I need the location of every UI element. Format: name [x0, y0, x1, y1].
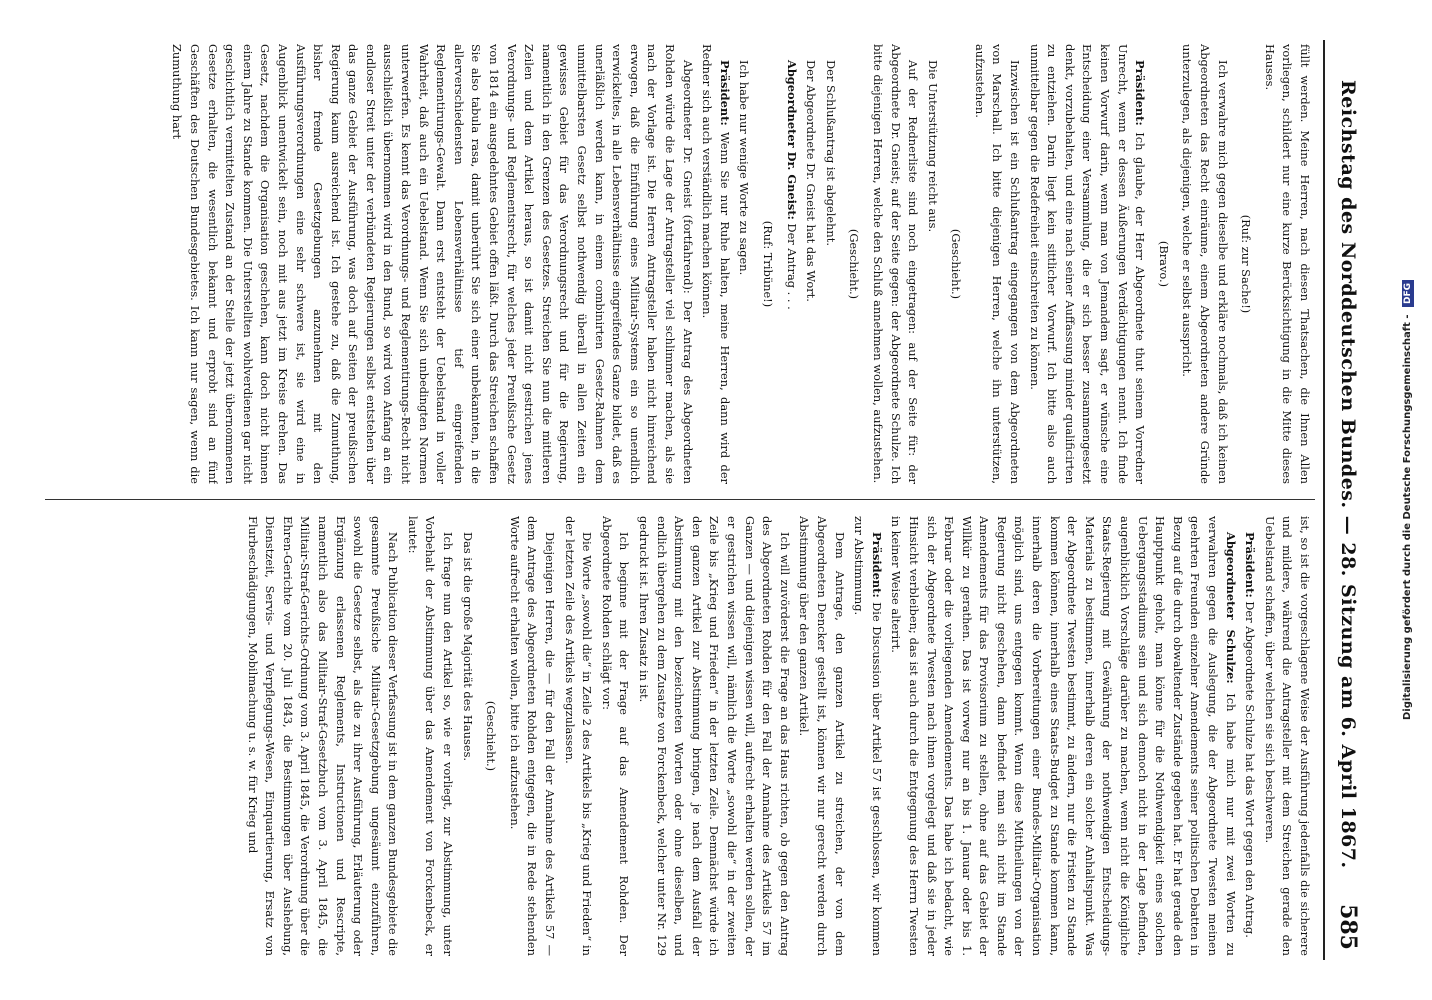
column-divider [45, 499, 1315, 500]
body-paragraph: Inzwischen ist ein Schlußantrag eingegangen von dem Abgeordneten von Marschall. Ich bitte diejenigen Herren, welche ihn unterstützen, aufzustehen. [972, 44, 1023, 484]
speech-text: Ich glaube, der Herr Abgeordnete thut seinem Vorredner Unrecht, wenn er dessen Äußerungen Verdächtigungen nennt. Ich finde keinen Vorwurf darin, wenn man von Jemandem sagt, er wünsche eine Entscheidung einer Versammlung, die er sich besser zusammengesetzt denkt, vorzubehalten, und eine nach seiner Auffassung minder qualificirten zu entziehen. Darin liegt kein sittlicher Vorwurf. Ich bitte also auch unmittelbar gegen die Redefreiheit einschreiten zu können. [1027, 44, 1148, 484]
page-number: 585 [1335, 904, 1361, 950]
body-paragraph: Abgeordneter Dr. Gneist (fortfahrend): Der Antrag des Abgeordneten Rohden würde die Lage der Antragsteller viel schlimmer machen, als sie nach der Vorlage ist. Die Herren Antragsteller haben nicht hinreichend erwogen, daß die Einführung eines Militair-Systems ein so unendlich verwickeltes, in alle Lebensverhältnisse eingreifendes Ganze bildet, daß es unerläßlich werden kann, in einem combinirten Gesetz-Rahmen dem unmittelbarsten Gesetz selbst nothwendig überall in allen Zeiten ein gewisses Gebiet für das Verordnungsrecht und für die Regierung, namentlich in den Grenzen des Gesetzes. Streichen Sie nun die mittleren Zeilen und dem Artikel heraus, so ist damit nicht gestrichen jenes Verordnungs- und Reglementsrecht, für welches jeder Preußische Gesetz von 1814 ein ausgedehntes Gebiet offen läßt. Durch das Streichen schaffen Sie also tabula rasa, damit unberührt Sie sich einer unbekannten, in die allerverschiedensten Lebensverhältnisse tief eingreifenden Reglementirungs-Gewalt. Dann erst entsteht der Uebelstand in voller Wahrheit, daß auch ein Uebelstand. Wenn Sie sich unbedingten Normen unterwerfen. Es kennt das Verordnungs- und Reglementirungs-Recht nicht ausschließlich übernommen wird in den Bund, so wird von Anfang an ein endloser Streit unter der verbündeten Regierungen selbst entstehen über das ganze Gebiet der Ausführung, was doch auf Seiten der preußischen Regierung kaum ausreichend ist. Ich gestehe zu, daß die Zumuthung, bisher fremde Gesetzgebungen anzunehmen mit den Ausführungsverordnungen eine sehr schwere ist, sie wird eine in Augenblick unentwickelt sein, noch mit aus jetzt im Kreise drehen. Das Gesetz, nachdem die Organisation geschehen, kann doch nicht binnen einem Jahre zu Stande kommen. Die Unterstellten wohlverdienen gar nicht geschichtlich vermittelten Zustand an der Stelle der jetzt übernommenen Gesetze erhalten, die wesentlich bekannt und erprobt sind an fünf Geschäften des Deutschen Bundesgebietes. Ich kann nur sagen, wenn die Zumuthung hart [170, 44, 695, 484]
left-column [43, 44, 1313, 484]
body-paragraph: Ich beginne mit der Frage auf das Amendement Rohden. Der Abgeordnete Rohden schlägt vor: [599, 516, 632, 956]
speech-text: Die Discussion über Artikel 57 ist geschlossen, wir kommen zur Abstimmung. [852, 516, 884, 956]
body-paragraph: Ich frage nun den Artikel so, wie er vorliegt, zur Abstimmung, unter Vorbehalt der Abstimmung über das Amendement von Forckenbeck, er lautet: [405, 516, 456, 956]
stage-direction: (Geschieht.) [847, 228, 862, 300]
speech-paragraph [850, 516, 885, 956]
speech-paragraph [698, 44, 733, 484]
speech-paragraph [782, 44, 800, 484]
stage-direction: (Ruf: zur Sache!) [1239, 214, 1254, 314]
body-paragraph: Die Unterstützung reicht aus. [925, 60, 940, 233]
body-paragraph: Dem Antrage, den ganzen Artikel zu streichen, der von dem Abgeordneten Dencker gestellt ist, können wir nur gerecht werden durch Abstimmung über den ganzen Artikel. [797, 516, 847, 956]
stage-direction: (Ruf: Tribüne!) [760, 220, 775, 308]
body-paragraph: Auf der Rednerliste sind noch eingetragen: auf der Seite für: der Abgeordnete Dr. Gneist; auf der Seite gegen: der Abgeordnete Schulze. Ich bitte diejenigen Herren, welche den Schluß annehmen wollen, aufzustehen. [870, 44, 921, 484]
body-paragraph: Der Schlußantrag ist abgelehnt. [823, 60, 838, 246]
running-header [1327, 40, 1367, 960]
body-paragraph: Ich habe nur wenige Worte zu sagen. [737, 60, 752, 276]
watermark-text: Digitalisierung gefördert durch die Deutsche Forschungsgemeinschaft - [1402, 314, 1413, 721]
speaker-name: Abgeordneter Dr. Gneist: [784, 60, 799, 220]
stage-direction: (Geschieht.) [949, 228, 964, 300]
body-paragraph: Ich will zuvörderst die Frage an das Haus richten, ob gegen den Antrag des Abgeordneten Rohden für den Fall der Annahme des Artikels 57 im Ganzen — und diejenigen wissen will, aufrecht erhalten werden sollen, der er gestrichen wissen will, nämlich die Worte „sowohl die“ in der zweiten Zeile bis „Krieg und Frieden“ in der letzten Zeile. Demnächst würde ich den ganzen Artikel zur Abstimmung bringen, je nach dem Ausfall der Abstimmung mit den bezeichneten Worten oder ohne dieselben, und endlich übergehen zu dem Zusatze von Forckenbeck, welcher unter Nr. 129 gedruckt ist. Ihren Zusatz in ist. [637, 516, 792, 956]
body-paragraph: ist, so ist die vorgeschlagene Weise der Ausführung jedenfalls die sicherere und mildere, während die Antragsteller mit dem Streichen gerade den Uebelstand schaffen, über welchen sie sich beschweren. [1262, 516, 1312, 956]
body-paragraph: füllt werden. Meine Herren, nach diesen Thatsachen, die Ihnen Allen vorliegen, schildert nur eine kurze Berücksichtigung in die Mitte dieses Hauses. [1262, 44, 1312, 484]
header-rule [1323, 40, 1325, 960]
dfg-logo: DFG [1402, 280, 1414, 307]
body-paragraph: Ich verwahre mich gegen dieselbe und erkläre nochmals, daß ich keinen Abgeordneten das Recht einräume, einem Abgeordneten andere Gründe unterzulegen, als diejenigen, welche er selbst ausspricht. [1180, 44, 1230, 484]
body-paragraph: Diejenigen Herren, die — für den Fall der Annahme des Artikels 57 — dem Antrage des Abgeordneten Rohden entgegen, die in Rede stehenden Worte aufrecht erhalten wollen, bitte ich aufzustehen. [507, 516, 558, 956]
stage-direction: (Geschieht.) [484, 700, 499, 772]
speech-paragraph [1025, 44, 1148, 484]
body-paragraph: Das ist die große Majorität des Hauses. [460, 532, 475, 762]
speech-text: Wenn Sie nur Ruhe halten, meine Herren, dann wird der Redner sich auch verständlich machen können. [700, 44, 732, 484]
body-paragraph: Die Worte „sowohl die“ in Zeile 2 des Artikels bis „Krieg und Frieden“ in der letzten Zeile des Artikels wegzulassen. [562, 516, 595, 956]
speech-text: Ich habe mich nur mit zwei Worten zu verwahren gegen die Auslegung, die der Abgeordnete Twesten meinen geehrten Freunden einzelner Amendements seiner politischen Debatten in Bezug auf die durch obwaltender Zustände gegeben hat. Er hat gerade den Hauptpunkt geholt, man könne für die Nothwendigkeit eines solchen Uebergangsstadiums sein und sich dennoch nicht in der Lage befinden, augenblicklich Vorschläge darüber zu machen, wenn nicht die Königliche Staats-Regierung mit Gewährung der nothwendigen Entscheidungs-Materials zu bestimmen, innerhalb deren ein solcher Anhaltspunkt. Was der Abgeordnete Twesten bestimmt, zu ändern, nur die Fristen zu Stande kommen können, innerhalb eines Staats-Budget zu Stande kommen kann, innerhalb deren die Vorbereitungen einer Bundes-Militair-Organisation möglich sind, uns entgegen kommt. Wenn diese Mittheilungen von der Regierung nicht geschehen, dann befindet man sich nicht im Stande Amendements für das Provisorium zu stellen, ohne auf das Gebiet der Willkür zu gerathen. Das ist vorweg nur an bis 1. Januar oder bis 1. Februar oder die vorliegenden Amendements. Das habe ich bedacht, wie sich der Abgeordnete Twesten nach ihnen vorgelegt und daß sie in jeder Hinsicht verbleiben; das ist auch durch die Entgegnung des Herrn Twesten in keiner Weise alterirt. [889, 516, 1238, 956]
body-paragraph: Der Abgeordnete Dr. Gneist hat das Wort. [804, 60, 819, 302]
speech-text: Der Abgeordnete Schulze hat das Wort gegen den Antrag. [1243, 597, 1258, 938]
stage-direction: (Bravo.) [1156, 240, 1171, 288]
right-column [43, 516, 1313, 956]
speech-text: Der Antrag . . . [784, 219, 799, 310]
speaker-name: Präsident: [869, 532, 884, 598]
speaker-name: Abgeordneter Schulze: [1223, 532, 1238, 684]
dfg-watermark [1402, 30, 1432, 970]
body-paragraph: Nach Publication dieser Verfassung ist in dem ganzen Bundesgebiete die gesammte Preußische Militair-Gesetzgebung ungesäumt einzuführen, sowohl die Gesetze selbst, als die zu ihrer Ausführung, Erläuterung oder Ergänzung erlassenen Reglements, Instructionen und Rescripte, namentlich also das Militair-Straf-Gesetzbuch vom 3. April 1845, die Militair-Straf-Gerichts-Ordnung vom 3. April 1845, die Verordnung über die Ehren-Gerichte vom 20. Juli 1843, die Bestimmungen über Aushebung, Dienstzeit, Servis- und Verpflegungs-Wesen, Einquartierung, Ersatz von Flurbeschädigungen, Mobilmachung u. s. w. für Krieg und [245, 516, 401, 956]
header-title: Reichstag des Norddeutschen Bundes. — 28. Sitzung am 6. April 1867. [1337, 80, 1359, 869]
speaker-name: Präsident: [1133, 60, 1148, 126]
speech-paragraph [887, 516, 1239, 956]
speaker-name: Präsident: [1243, 532, 1258, 598]
document-page [15, 20, 1395, 980]
speaker-name: Präsident: [717, 60, 732, 126]
speech-paragraph [1241, 516, 1259, 956]
